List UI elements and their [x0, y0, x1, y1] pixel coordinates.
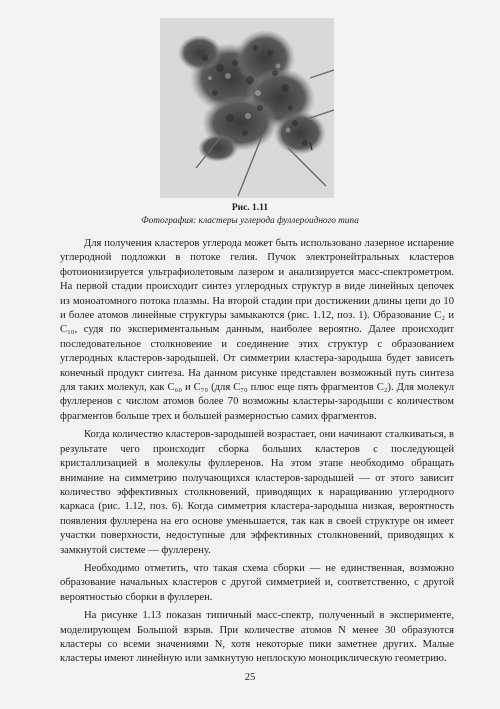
- figure-caption: Фотография: кластеры углерода фуллероидного типа: [141, 216, 359, 226]
- micrograph-image: [160, 18, 334, 198]
- paragraph: Когда количество кластеров-зародышей возрастает, они начинают сталкиваться, в результате чего происходит сборка больших кластеров с последующей кристаллизацией в молекулы фуллеренов. На этом этапе необходимо обращать внимание на симметрию получающихся кластеров-зародышей — от этого зависит количество эффективных столкновений, приводящих к наращиванию углеродного каркаса (рис. 1.12, поз. 6). Когда симметрия кластера-зародыша низкая, вероятность появления фуллерена на его основе уменьшается, так как в своей структуре он имеет участки поверхности, недоступные для эффективных столкновений, приводящих к замкнутой системе — фуллерену.: [60, 429, 454, 556]
- paragraph: Для получения кластеров углерода может быть использовано лазерное испарение углеродной подложки в потоке гелия. Пучок электронейтральных кластеров фотоионизируется ультрафиолетовым лазером и анализируется масс-спектрометром. На первой стадии происходит синтез углеродных структур в виде линейных цепочек из моноатомного потока плазмы. На второй стадии при достижении длины цепи до 10 и более атомов линейные структуры замыкаются (рис. 1.12, поз. 1). Образование C₂ и C₁₀, судя по экспериментальным данным, наиболее вероятно. Далее происходит последовательное столкновение и соединение этих структур с образованием углеродных кластеров-зародышей. От симметрии кластера-зародыша будет зависеть конечный продукт синтеза. На данном рисунке представлен возможный путь синтеза для таких молекул, как C₆₀ и C₇₀ (для C₇₀ плюс еще пять фрагментов C₂). Для молекул фуллеренов с числом атомов более 70 возможны кластеры-зародыши с количеством фрагментов больше трех и большей размерностью самих фрагментов.: [60, 238, 454, 422]
- figure-label: Рис. 1.11: [231, 203, 269, 213]
- page-number: 25: [244, 672, 256, 683]
- paragraph: На рисунке 1.13 показан типичный масс-спектр, полученный в эксперименте, моделирующем Большой взрыв. При количестве атомов N менее 30 образуются кластеры со всеми значениями N, хотя некоторые пики заметнее других. Малые кластеры имеют линейную или замкнутую неплоскую моноциклическую геометрию.: [60, 610, 454, 665]
- paragraph: Необходимо отметить, что такая схема сборки — не единственная, возможно образование начальных кластеров с другой симметрией и, соответственно, с другой вероятностью сборки в фуллерен.: [60, 562, 454, 603]
- body-text: [60, 237, 454, 667]
- fullerene-cluster-photo: [160, 18, 334, 198]
